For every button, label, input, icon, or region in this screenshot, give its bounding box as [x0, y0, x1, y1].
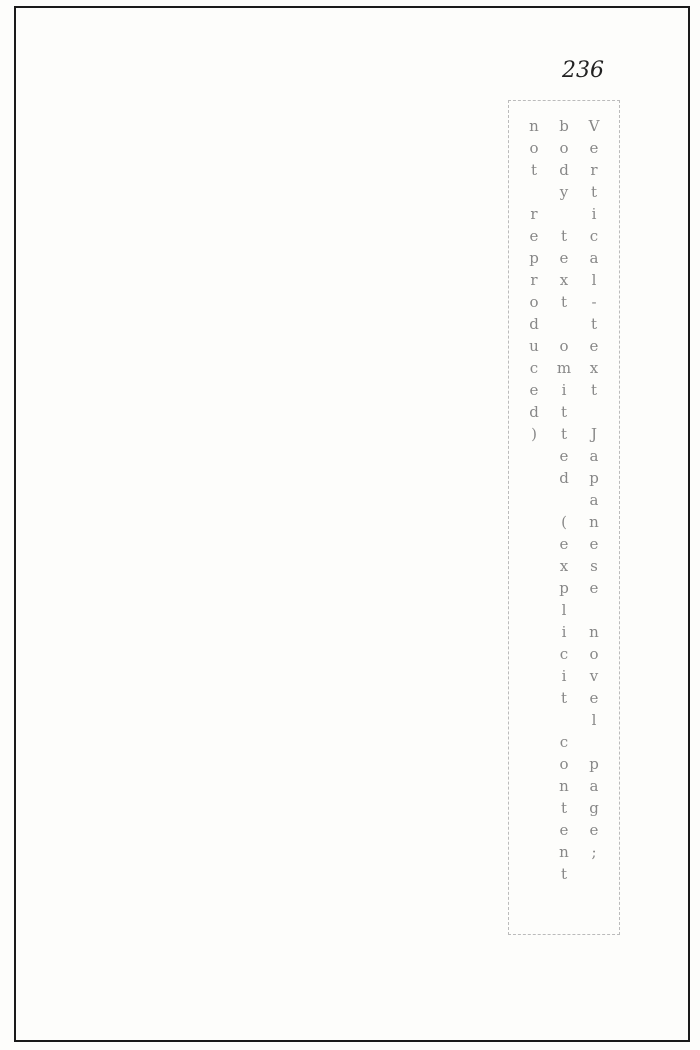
omitted-content-note: Vertical-text Japanese novel page; body text omitted (explicit content not reproduced) — [508, 100, 620, 935]
page-number: 236 — [562, 58, 604, 83]
vertical-text-body — [80, 100, 620, 990]
